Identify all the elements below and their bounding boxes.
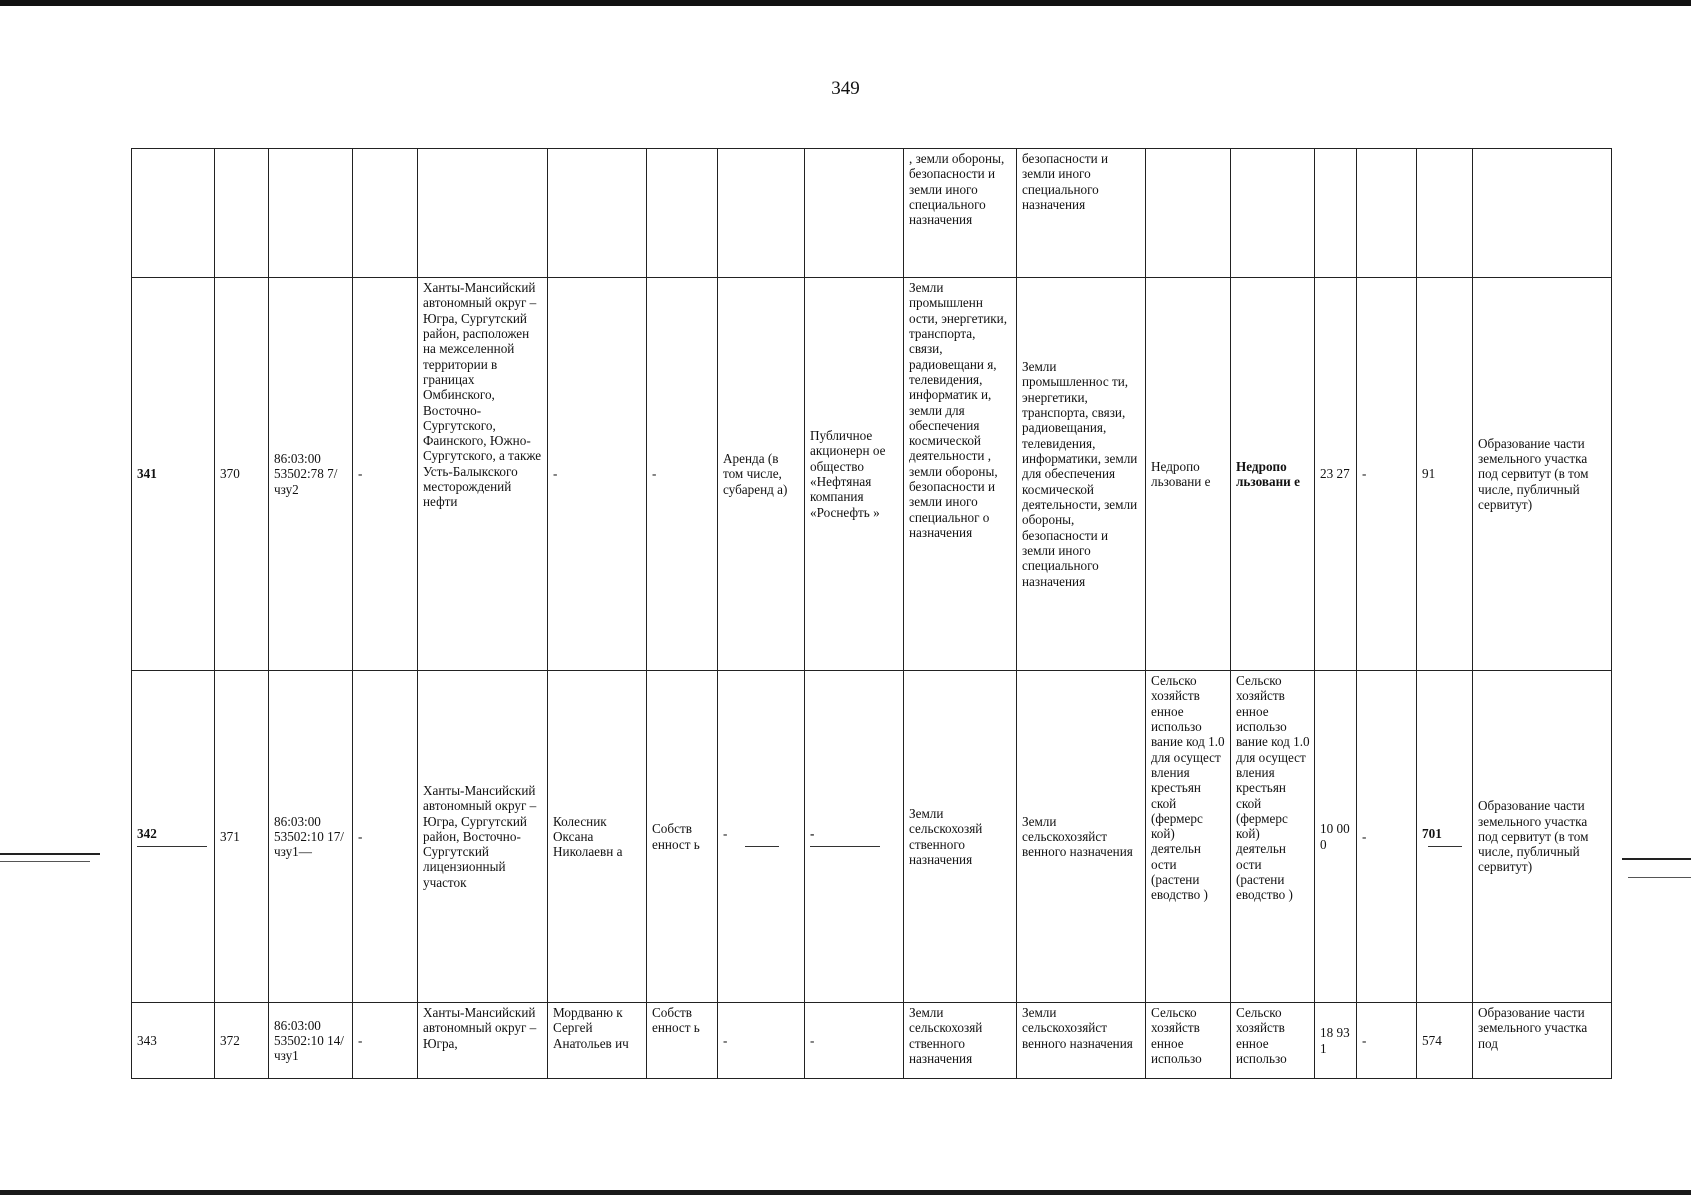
cell-cadastral-number (269, 149, 353, 278)
scan-margin-line-right (1622, 858, 1691, 860)
cell-purpose: Образование части земельного участка под сервитут (в том числе, публичный сервитут) (1473, 278, 1612, 671)
cell-land-category-1: , земли обороны, безопасности и земли иного специального назначения (904, 149, 1017, 278)
scan-margin-line-left-thin (0, 861, 90, 862)
cell-registry-number (215, 149, 269, 278)
cell-col4: - (353, 1003, 418, 1079)
cell-col16 (1417, 671, 1473, 1003)
cell-number-text: 342 (137, 826, 157, 842)
cell-address: Ханты-Мансийский автономный округ – Югра, Сургутский район, Восточно-Сургутский лицензионный участок (418, 671, 548, 1003)
cell-right-type: - (647, 278, 718, 671)
cell-holder: - (805, 1003, 904, 1079)
cell-holder (805, 671, 904, 1003)
cell-encumbrance (718, 671, 805, 1003)
table-row-343 (132, 1003, 1612, 1079)
cell-col15: - (1357, 278, 1417, 671)
cell-owner (548, 149, 647, 278)
cell-permitted-use-2 (1231, 149, 1315, 278)
handwritten-underline (745, 846, 779, 847)
cell-land-category-2: Земли сельскохозяйст венного назначения (1017, 1003, 1146, 1079)
land-register-table (131, 148, 1612, 1079)
cell-holder-text: - (810, 826, 815, 842)
cell-right-type (647, 149, 718, 278)
cell-land-category-2: безопасности и земли иного специального назначения (1017, 149, 1146, 278)
cell-address (418, 149, 548, 278)
cell-registry-number: 370 (215, 278, 269, 671)
cell-col15: - (1357, 671, 1417, 1003)
cell-col15 (1357, 149, 1417, 278)
page-number: 349 (831, 78, 860, 99)
cell-number (132, 149, 215, 278)
cell-cadastral-number: 86:03:00 53502:10 17/чзу1— (269, 671, 353, 1003)
cell-permitted-use-1: Сельско хозяйств енное использо (1146, 1003, 1231, 1079)
handwritten-underline (137, 846, 207, 847)
cell-col15: - (1357, 1003, 1417, 1079)
handwritten-underline (810, 846, 880, 847)
cell-purpose (1473, 149, 1612, 278)
cell-permitted-use-2: Сельско хозяйств енное использо вание код 1.0 для осущест вления крестьян ской (фермерс кой) деятельн ости (растени еводство ) (1231, 671, 1315, 1003)
cell-area: 18 93 1 (1315, 1003, 1357, 1079)
table-row-continuation (132, 149, 1612, 278)
cell-permitted-use-1 (1146, 149, 1231, 278)
cell-land-category-1: Земли промышленн ости, энергетики, транспорта, связи, радиовещани я, телевидения, информатик и, земли для обеспечения космической деятельности , земли обороны, безопасности и земли иного специальног о назначения (904, 278, 1017, 671)
cell-land-category-1: Земли сельскохозяй ственного назначения (904, 671, 1017, 1003)
cell-address: Ханты-Мансийский автономный округ – Югра, (418, 1003, 548, 1079)
cell-land-category-2: Земли промышленнос ти, энергетики, транспорта, связи, радиовещания, телевидения, информатики, земли для обеспечения космической деятельности, земли обороны, безопасности и земли иного специального назначения (1017, 278, 1146, 671)
cell-number: 343 (132, 1003, 215, 1079)
cell-purpose: Образование части земельного участка под (1473, 1003, 1612, 1079)
cell-purpose: Образование части земельного участка под сервитут (в том числе, публичный сервитут) (1473, 671, 1612, 1003)
scan-margin-line-left (0, 853, 100, 855)
cell-area: 23 27 (1315, 278, 1357, 671)
cell-encumbrance: Аренда (в том числе, субаренд а) (718, 278, 805, 671)
cell-holder (805, 149, 904, 278)
cell-land-category-1: Земли сельскохозяй ственного назначения (904, 1003, 1017, 1079)
cell-encumbrance (718, 149, 805, 278)
cell-right-type: Собств енност ь (647, 1003, 718, 1079)
scan-bottom-edge (0, 1190, 1691, 1195)
cell-area: 10 00 0 (1315, 671, 1357, 1003)
cell-col4 (353, 149, 418, 278)
cell-permitted-use-2: Недропо льзовани е (1231, 278, 1315, 671)
cell-right-type: Собств енност ь (647, 671, 718, 1003)
cell-permitted-use-1: Сельско хозяйств енное использо вание код 1.0 для осущест вления крестьян ской (фермерс кой) деятельн ости (растени еводство ) (1146, 671, 1231, 1003)
cell-registry-number: 371 (215, 671, 269, 1003)
cell-cadastral-number: 86:03:00 53502:10 14/чзу1 (269, 1003, 353, 1079)
cell-permitted-use-1: Недропо льзовани е (1146, 278, 1231, 671)
cell-owner: - (548, 278, 647, 671)
cell-encumbrance-text: - (723, 826, 728, 842)
cell-number: 341 (132, 278, 215, 671)
cell-cadastral-number: 86:03:00 53502:78 7/чзу2 (269, 278, 353, 671)
cell-area (1315, 149, 1357, 278)
cell-col16-text: 701 (1422, 826, 1442, 842)
scan-top-edge (0, 0, 1691, 6)
cell-col16 (1417, 149, 1473, 278)
cell-registry-number: 372 (215, 1003, 269, 1079)
cell-land-category-2: Земли сельскохозяйст венного назначения (1017, 671, 1146, 1003)
cell-owner: Мордваню к Сергей Анатольев ич (548, 1003, 647, 1079)
cell-col4: - (353, 278, 418, 671)
cell-address: Ханты-Мансийский автономный округ – Югра, Сургутский район, расположен на межселенной территории в границах Омбинского, Восточно-Сургутского, Фаинского, Южно-Сургутского, а также Усть-Балыкского месторождений нефти (418, 278, 548, 671)
cell-holder: Публичное акционерн ое общество «Нефтяная компания «Роснефть » (805, 278, 904, 671)
table-row-342 (132, 671, 1612, 1003)
cell-col4: - (353, 671, 418, 1003)
cell-encumbrance: - (718, 1003, 805, 1079)
cell-number (132, 671, 215, 1003)
cell-permitted-use-2: Сельско хозяйств енное использо (1231, 1003, 1315, 1079)
table-row-341 (132, 278, 1612, 671)
cell-col16: 91 (1417, 278, 1473, 671)
handwritten-underline (1428, 846, 1462, 847)
scan-margin-line-right-thin (1628, 877, 1691, 878)
cell-col16: 574 (1417, 1003, 1473, 1079)
cell-owner: Колесник Оксана Николаевн а (548, 671, 647, 1003)
